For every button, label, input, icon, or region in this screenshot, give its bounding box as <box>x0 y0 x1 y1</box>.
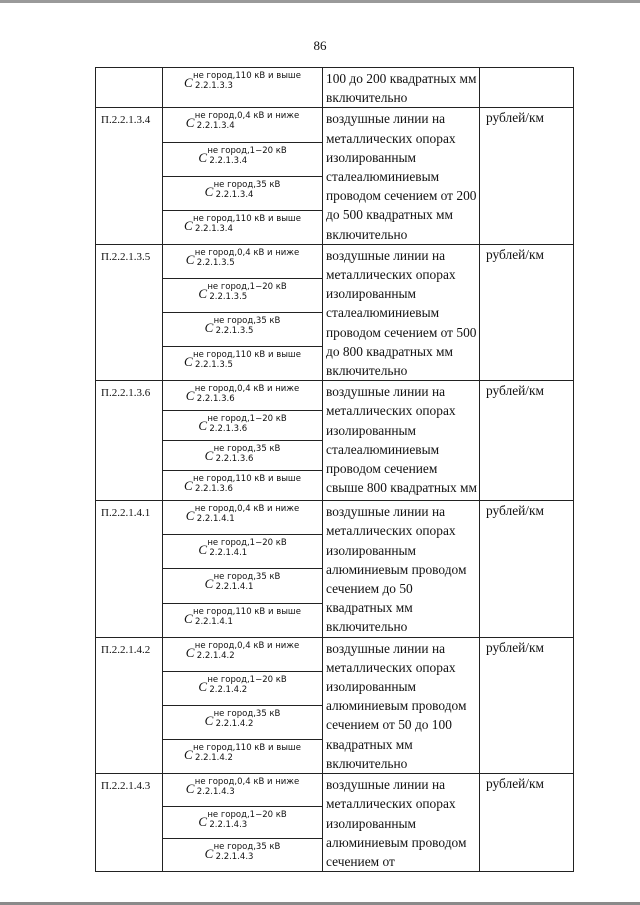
rate-symbol-subscript: 2.2.1.4.3 <box>196 787 235 798</box>
rate-symbol <box>184 607 301 631</box>
rate-symbol-subscript: 2.2.1.3.6 <box>196 394 235 405</box>
rate-symbol <box>186 504 299 528</box>
rate-symbol-subscript: 2.2.1.4.1 <box>195 616 233 627</box>
rate-symbol-subscript: 2.2.1.3.5 <box>215 326 254 337</box>
table-row <box>96 68 574 108</box>
item-code: П.2.2.1.3.4 <box>96 108 163 244</box>
rate-symbol-cell <box>163 739 323 773</box>
rate-symbol-subscript: 2.2.1.4.2 <box>196 650 235 661</box>
rate-symbol-subscript: 2.2.1.4.2 <box>195 752 233 763</box>
rate-symbol-subscript: 2.2.1.3.5 <box>209 291 248 302</box>
table-row <box>96 637 574 671</box>
rate-symbol-subscript: 2.2.1.4.3 <box>215 852 254 863</box>
rate-symbol-letter: C <box>185 388 195 404</box>
rate-symbol <box>198 810 286 834</box>
item-description: воздушные линии на металлических опорах изолированным алюминиевым проводом сечением от 50 до 100 квадратных мм включительно <box>323 637 480 773</box>
rate-symbol-subscript: 2.2.1.3.3 <box>195 81 233 91</box>
rate-symbol-superscript: не город,1−20 кВ <box>207 281 287 292</box>
item-unit <box>480 68 574 108</box>
rate-symbol <box>205 572 281 596</box>
rate-symbol-superscript: не город,110 кВ и выше <box>193 213 301 224</box>
rate-symbol-superscript: не город,110 кВ и выше <box>193 606 301 617</box>
rate-symbol-superscript: не город,1−20 кВ <box>207 809 287 820</box>
rate-symbol-letter: C <box>204 448 214 464</box>
rate-symbol-subscript: 2.2.1.4.1 <box>196 514 235 525</box>
rate-symbol-letter: C <box>198 542 207 558</box>
rate-symbol-cell <box>163 535 323 569</box>
item-unit: рублей/км <box>480 108 574 244</box>
rate-symbol-superscript: не город,0,4 кВ и ниже <box>194 111 300 122</box>
rate-symbol-subscript: 2.2.1.4.3 <box>209 819 248 830</box>
rate-symbol-cell <box>163 411 323 441</box>
rate-symbol-superscript: не город,110 кВ и выше <box>193 742 301 753</box>
rate-symbol-cell <box>163 347 323 381</box>
rate-symbol-cell <box>163 244 323 278</box>
rate-symbol-subscript: 2.2.1.3.5 <box>196 257 235 268</box>
item-code: П.2.2.1.4.3 <box>96 774 163 872</box>
table-row <box>96 108 574 142</box>
rate-symbol-subscript: 2.2.1.3.6 <box>195 484 233 495</box>
item-description: воздушные линии на металлических опорах изолированным сталеалюминиевым проводом сечением от 500 до 800 квадратных мм включительно <box>323 244 480 380</box>
rate-symbol <box>198 282 286 306</box>
rate-symbol <box>184 350 301 374</box>
item-description: воздушные линии на металлических опорах изолированным алюминиевым проводом сечением от <box>323 774 480 872</box>
rate-symbol-letter: C <box>184 478 193 494</box>
rate-symbol-superscript: не город,35 кВ <box>213 179 281 190</box>
rate-symbol-subscript: 2.2.1.3.6 <box>209 424 248 435</box>
rate-symbol-letter: C <box>204 712 214 728</box>
rate-symbol-cell <box>163 176 323 210</box>
rate-symbol <box>184 71 301 95</box>
rate-symbol-subscript: 2.2.1.4.2 <box>215 718 254 729</box>
item-code: П.2.2.1.4.2 <box>96 637 163 773</box>
rate-symbol-letter: C <box>198 149 207 165</box>
rate-symbol-superscript: не город,35 кВ <box>213 444 281 455</box>
rate-symbol-cell <box>163 108 323 142</box>
rate-symbol-superscript: не город,0,4 кВ и ниже <box>194 777 300 788</box>
rate-symbol <box>186 777 299 801</box>
item-description: воздушные линии на металлических опорах изолированным алюминиевым проводом сечением до 50 квадратных мм включительно <box>323 501 480 637</box>
table-row <box>96 381 574 411</box>
rate-symbol-cell <box>163 603 323 637</box>
rate-symbol-cell <box>163 501 323 535</box>
rate-symbol <box>205 709 281 733</box>
rate-symbol-superscript: не город,110 кВ и выше <box>193 474 301 485</box>
rate-symbol-letter: C <box>204 576 214 592</box>
rate-symbol-subscript: 2.2.1.3.4 <box>209 155 248 166</box>
rate-symbol-cell <box>163 68 323 108</box>
rate-symbol-cell <box>163 278 323 312</box>
rate-symbol-superscript: не город,0,4 кВ и ниже <box>194 247 300 258</box>
rate-symbol <box>186 641 299 665</box>
rate-symbol-letter: C <box>204 320 214 336</box>
rate-symbol-superscript: не город,35 кВ <box>213 842 281 853</box>
rate-symbol-letter: C <box>185 781 195 797</box>
item-code: П.2.2.1.4.1 <box>96 501 163 637</box>
rate-symbol-subscript: 2.2.1.3.4 <box>196 121 235 132</box>
rate-symbol-letter: C <box>204 183 214 199</box>
rate-symbol <box>198 146 286 170</box>
rate-symbol-subscript: 2.2.1.4.1 <box>209 548 248 559</box>
rate-symbol-letter: C <box>185 251 195 267</box>
rate-symbol-cell <box>163 671 323 705</box>
rate-symbol-letter: C <box>185 115 195 131</box>
rate-symbol-superscript: не город,35 кВ <box>213 708 281 719</box>
rate-symbol-subscript: 2.2.1.3.5 <box>195 360 233 371</box>
rate-symbol-superscript: не город,110 кВ и выше <box>193 71 301 81</box>
rate-symbol-cell <box>163 142 323 176</box>
rate-symbol-cell <box>163 210 323 244</box>
rate-symbol <box>205 180 281 204</box>
rate-symbol-letter: C <box>198 285 207 301</box>
rate-symbol-cell <box>163 471 323 501</box>
item-code <box>96 68 163 108</box>
rate-symbol-letter: C <box>204 846 214 862</box>
item-unit: рублей/км <box>480 501 574 637</box>
table-row <box>96 501 574 535</box>
rate-symbol-letter: C <box>198 418 207 434</box>
rate-symbol <box>198 538 286 562</box>
rate-symbol-superscript: не город,35 кВ <box>213 316 281 327</box>
item-unit: рублей/км <box>480 244 574 380</box>
tariff-table <box>95 67 574 872</box>
table-row <box>96 774 574 807</box>
rate-symbol-cell <box>163 774 323 807</box>
item-description: воздушные линии на металлических опорах изолированным сталеалюминиевым проводом сечением от 200 до 500 квадратных мм включительно <box>323 108 480 244</box>
item-unit: рублей/км <box>480 637 574 773</box>
rate-symbol <box>186 384 299 408</box>
rate-symbol-subscript: 2.2.1.3.4 <box>195 223 233 234</box>
rate-symbol-superscript: не город,1−20 кВ <box>207 145 287 156</box>
rate-symbol <box>184 474 301 498</box>
rate-symbol-letter: C <box>184 746 193 762</box>
rate-symbol-cell <box>163 705 323 739</box>
rate-symbol-cell <box>163 569 323 603</box>
rate-symbol-letter: C <box>184 217 193 233</box>
rate-symbol-subscript: 2.2.1.3.4 <box>215 189 254 200</box>
item-description: воздушные линии на металлических опорах изолированным сталеалюминиевым проводом сечением свыше 800 квадратных мм <box>323 381 480 501</box>
rate-symbol <box>186 248 299 272</box>
rate-symbol-superscript: не город,0,4 кВ и ниже <box>194 640 300 651</box>
item-code: П.2.2.1.3.5 <box>96 244 163 380</box>
rate-symbol-cell <box>163 839 323 872</box>
rate-symbol-letter: C <box>184 610 193 626</box>
scan-edge-top <box>0 0 640 3</box>
item-unit: рублей/км <box>480 381 574 501</box>
rate-symbol-cell <box>163 637 323 671</box>
rate-symbol <box>198 414 286 438</box>
item-description: 100 до 200 квадратных мм включительно <box>323 68 480 108</box>
rate-symbol-cell <box>163 806 323 839</box>
rate-symbol-superscript: не город,1−20 кВ <box>207 414 287 425</box>
rate-symbol-letter: C <box>185 644 195 660</box>
rate-symbol-letter: C <box>184 75 193 90</box>
rate-symbol <box>205 842 281 866</box>
rate-symbol-superscript: не город,110 кВ и выше <box>193 350 301 361</box>
rate-symbol-letter: C <box>198 678 207 694</box>
rate-symbol-superscript: не город,1−20 кВ <box>207 538 287 549</box>
rate-symbol <box>186 111 299 135</box>
rate-symbol-subscript: 2.2.1.4.1 <box>215 582 254 593</box>
rate-symbol <box>205 444 281 468</box>
rate-symbol <box>198 675 286 699</box>
rate-symbol <box>184 214 301 238</box>
rate-symbol-letter: C <box>185 508 195 524</box>
rate-symbol-subscript: 2.2.1.3.6 <box>215 454 254 465</box>
rate-symbol-superscript: не город,35 кВ <box>213 572 281 583</box>
page-number: 86 <box>313 38 327 53</box>
rate-symbol-superscript: не город,0,4 кВ и ниже <box>194 504 300 515</box>
rate-symbol-cell <box>163 381 323 411</box>
rate-symbol-superscript: не город,0,4 кВ и ниже <box>194 384 300 395</box>
rate-symbol-cell <box>163 313 323 347</box>
item-unit: рублей/км <box>480 774 574 872</box>
rate-symbol-superscript: не город,1−20 кВ <box>207 674 287 685</box>
rate-symbol-letter: C <box>184 354 193 370</box>
rate-symbol-cell <box>163 441 323 471</box>
rate-symbol-letter: C <box>198 813 207 829</box>
table-row <box>96 244 574 278</box>
item-code: П.2.2.1.3.6 <box>96 381 163 501</box>
rate-symbol <box>205 316 281 340</box>
rate-symbol-subscript: 2.2.1.4.2 <box>209 684 248 695</box>
rate-symbol <box>184 743 301 767</box>
